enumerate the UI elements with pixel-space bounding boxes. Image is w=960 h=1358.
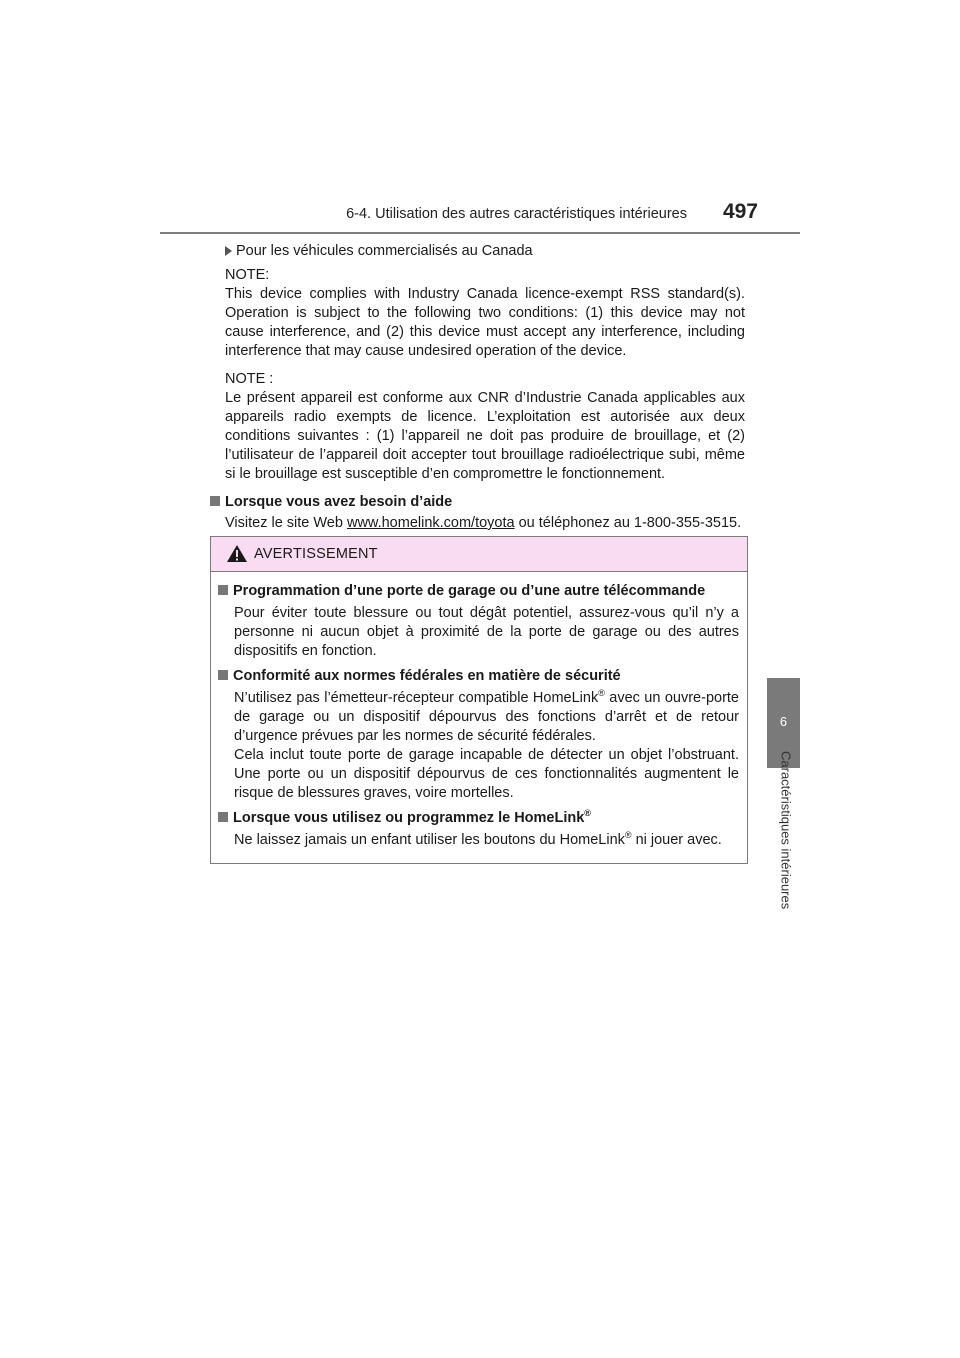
warning-item-text xyxy=(234,689,739,746)
warning-text-part: avec un ouvre-porte de garage ou un dispositif dépourvus des fonctions d’arrêt et de retour d’urgence prévues par les normes de sécurité fédérales. xyxy=(234,690,739,744)
canada-bullet-text: Pour les véhicules commercialisés au Canada xyxy=(236,243,533,259)
square-bullet-icon xyxy=(218,670,228,680)
warning-item-heading xyxy=(218,582,739,601)
canada-bullet xyxy=(225,242,745,261)
help-heading xyxy=(210,493,745,512)
warning-item-text: Cela inclut toute porte de garage incapable de détecter un objet l’obstruant. Une porte ou un dispositif dépourvus de ces fonctionnalités augmentent le risque de blessures graves, voire mortelles. xyxy=(234,747,739,801)
help-text-after: ou téléphonez au 1-800-355-3515. xyxy=(514,515,742,531)
page-number: 497 xyxy=(722,200,758,223)
square-bullet-icon xyxy=(210,496,220,506)
warning-item-heading xyxy=(218,809,739,828)
warning-box xyxy=(210,536,748,864)
note-french-label: NOTE : xyxy=(225,371,274,387)
warning-body xyxy=(211,572,747,850)
registered-mark: ® xyxy=(624,830,632,841)
help-text xyxy=(225,514,745,533)
warning-item-heading-text: Lorsque vous utilisez ou programmez le HomeLink xyxy=(233,810,585,826)
warning-item xyxy=(218,809,739,850)
warning-label: AVERTISSEMENT xyxy=(254,546,378,562)
chapter-label: Caractéristiques intérieures xyxy=(778,750,794,910)
warning-item-heading-text: Programmation d’une porte de garage ou d’une autre télécommande xyxy=(233,583,706,599)
note-english-label: NOTE: xyxy=(225,267,270,283)
warning-item-text: Pour éviter toute blessure ou tout dégât potentiel, assurez-vous qu’il n’y a personne ni aucun objet à proximité de la porte de garage ou des autres dispositifs en fonction. xyxy=(234,605,739,659)
note-english xyxy=(225,266,745,361)
warning-item xyxy=(218,582,739,661)
warning-header xyxy=(211,537,747,572)
warning-triangle-icon xyxy=(226,544,248,563)
warning-item-heading-text: Conformité aux normes fédérales en matière de sécurité xyxy=(233,668,621,684)
triangle-bullet-icon xyxy=(225,246,232,256)
header-divider xyxy=(160,232,800,234)
warning-item-heading xyxy=(218,667,739,686)
registered-mark: ® xyxy=(584,808,591,819)
warning-item xyxy=(218,667,739,803)
homelink-link[interactable]: www.homelink.com/toyota xyxy=(346,515,515,531)
section-title: 6-4. Utilisation des autres caractéristiques intérieures xyxy=(346,206,687,222)
help-text-before: Visitez le site Web xyxy=(225,515,347,531)
help-heading-text: Lorsque vous avez besoin d’aide xyxy=(225,494,453,510)
square-bullet-icon xyxy=(218,585,228,595)
page-content xyxy=(210,242,745,542)
warning-text-part: Ne laissez jamais un enfant utiliser les boutons du HomeLink xyxy=(234,832,625,848)
warning-text-part: N’utilisez pas l’émetteur-récepteur compatible HomeLink xyxy=(234,690,599,706)
square-bullet-icon xyxy=(218,812,228,822)
chapter-number: 6 xyxy=(779,714,788,729)
note-english-text: This device complies with Industry Canada licence-exempt RSS standard(s). Operation is subject to the following two conditions: (1) this device may not cause interference, and (2) this device must accept any interference, including interference that may cause undesired operation of the device. xyxy=(225,286,745,359)
note-french xyxy=(225,370,745,484)
warning-text-part: ni jouer avec. xyxy=(631,832,722,848)
warning-item-text xyxy=(234,831,739,850)
registered-mark: ® xyxy=(598,688,605,699)
note-french-text: Le présent appareil est conforme aux CNR d’Industrie Canada applicables aux appareils radio exempts de licence. L’exploitation est autorisée aux deux conditions suivantes : (1) l’appareil ne doit pas produire de brouillage, et (2) l’utilisateur de l’appareil doit accepter tout brouillage radioélectrique subi, même si le brouillage est susceptible d’en compromettre le fonctionnement. xyxy=(225,390,745,482)
